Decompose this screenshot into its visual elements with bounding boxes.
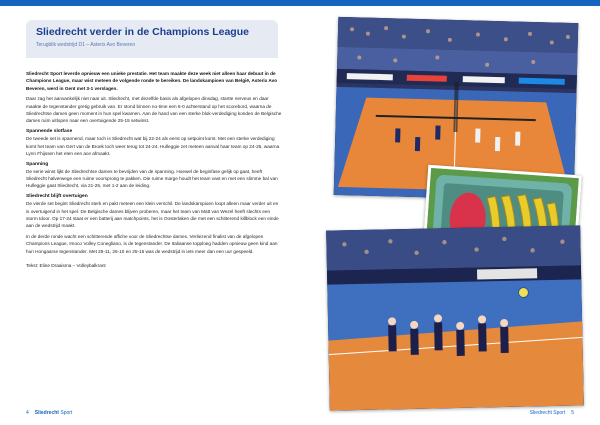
article-body — [26, 70, 282, 273]
footer-brand: Sliedrecht Sport — [34, 410, 73, 416]
section-heading: Spanning — [26, 161, 49, 167]
right-page — [300, 6, 600, 425]
section-heading: Sliedrecht blijft overtuigen — [26, 194, 88, 200]
article-paragraph: De serie winst lijkt de Sliedrechtse dames te bevrijden van de spanning. Hoewel de beginfase gelijk op gaat, heeft Sliedrecht halverwege een ruime voorsprong te pakken. Die ruime marge houdt het team vast en met een slimme bal van Hulleggie gaat Sliedrecht, via 21-25, met 1-2 aan de leiding. — [26, 168, 278, 189]
section-heading: Spannende slotfase — [26, 129, 73, 135]
footer-brand: Sliedrecht Sport — [529, 410, 566, 416]
article-credit: Tekst: Eline Draaisma – Volleybalkrant — [26, 262, 106, 268]
page-number: 5 — [571, 410, 574, 416]
article-title: Sliedrecht verder in de Champions League — [36, 26, 249, 38]
article-paragraph: De tweede set is spannend, maar toch is Sliedrecht wat bij 22-24 als eerst op setpoint komt. Met een sterke verdediging komt het team van Gert van de Broek toch weer terug tot 24-24. Hulleggie zet meteen aanval haar team op 24-25, waarna Lynn Fhijssen het eten een ace afmaakt. — [26, 136, 280, 156]
footer-right — [530, 410, 574, 416]
article-paragraph: In de derde ronde wacht een schitterende affiche voor de Sliedrechtse dames. Verliezend finalist van de afgelopen Champions League, Imoco Volley Conegliano, is de tegenstander. De Italiaanse topploeg hadden opnieuw geen kind aan hun Hongaarse tegenstander. Met 25-11, 25-10 en 25-15 was de wedstrijd in iets meer dan een uur gespeeld. — [26, 234, 278, 254]
article-lead: Sliedrecht Sport leverde opnieuw een unieke prestatie. Het team maakte deze week niet alleen haar debuut in de Champions League, maar wist meteen de volgende ronde te bereiken. De landskampioen van België, Asterix Avo Beveren, werd in Gent met 3-1 verslagen. — [26, 71, 278, 91]
footer-left — [26, 410, 72, 416]
article-header — [26, 20, 278, 58]
article-paragraph: Daar zag het aanvankelijk niet naar uit. Sliedrecht, met dezelfde basis als afgelopen dinsdag, startte nerveus en daar maakte de tegenstander gretig gebruik van. Er stond binnen no-time een 6-0 achterstand op het scorebord, waarna de Sliedrechtse dames geen moment in hun spel kwamen. Aan de hand van een sterke blok-verdediging konden de Belgische dames ruim uitlopen naar een overtuigende 25-15 setwinst. — [26, 96, 282, 124]
article-subtitle: Terugblik wedstrijd D1 – Asterix Avo Beveren — [36, 42, 136, 48]
page-number: 4 — [26, 410, 29, 416]
left-page — [0, 6, 300, 425]
photo-team-on-court — [326, 225, 584, 410]
article-paragraph: De vierde set begint Sliedrecht sterk en pakt meteen een klein verschil. De landskampioen loopt alleen maar verder uit en is overtuigend in het spel. De Belgische dames blijven proberen, maar het team van Matt van Wezel heeft slechts een storm tdoor. Op 17-24 staat er een batterij aan matchpoints, het is Oosterlaken die met een schitterend killblock een einde aan de wedstrijd maakt. — [26, 201, 279, 229]
